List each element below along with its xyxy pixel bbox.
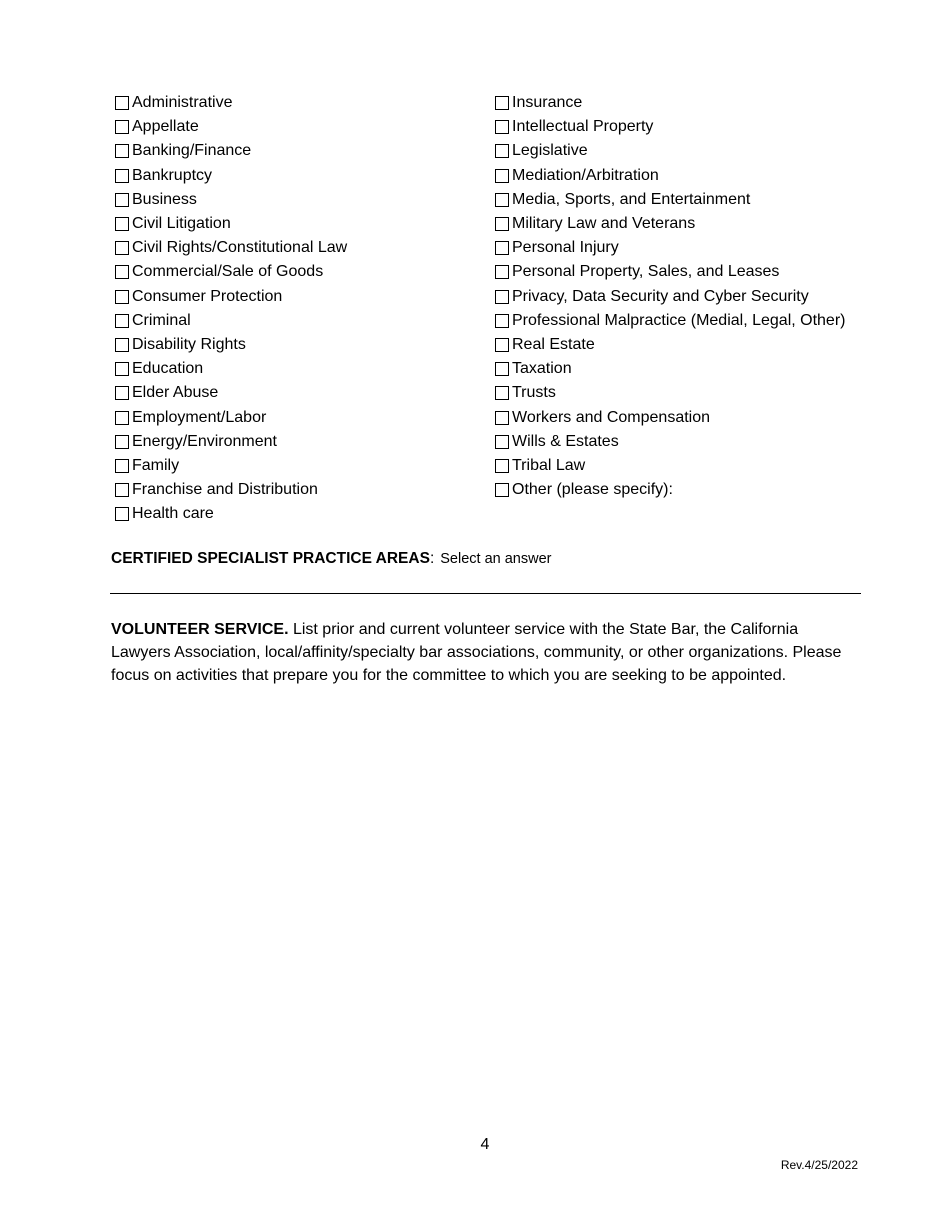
- practice-area-label: Legislative: [512, 142, 588, 160]
- checkbox-icon[interactable]: [495, 386, 509, 400]
- practice-area-franchise-and-distribution[interactable]: [114, 478, 474, 502]
- practice-area-label: Insurance: [512, 94, 583, 112]
- checkbox-icon[interactable]: [115, 362, 129, 376]
- checkbox-icon[interactable]: [115, 217, 129, 231]
- practice-area-workers-and-compensation[interactable]: [494, 405, 934, 429]
- practice-area-civil-litigation[interactable]: [114, 212, 474, 236]
- checkbox-icon[interactable]: [115, 459, 129, 473]
- checkbox-icon[interactable]: [495, 435, 509, 449]
- practice-area-wills-estates[interactable]: [494, 430, 934, 454]
- checkbox-icon[interactable]: [115, 338, 129, 352]
- practice-area-banking-finance[interactable]: [114, 139, 474, 163]
- practice-area-label: Commercial/Sale of Goods: [132, 263, 324, 281]
- checkbox-icon[interactable]: [115, 241, 129, 255]
- practice-area-bankruptcy[interactable]: [114, 164, 474, 188]
- practice-area-tribal-law[interactable]: [494, 454, 934, 478]
- checkbox-icon[interactable]: [495, 120, 509, 134]
- practice-area-professional-malpractice-medial-legal-other[interactable]: [494, 309, 934, 333]
- practice-area-real-estate[interactable]: [494, 333, 934, 357]
- checkbox-icon[interactable]: [115, 507, 129, 521]
- practice-area-label: Taxation: [512, 360, 572, 378]
- practice-area-commercial-sale-of-goods[interactable]: [114, 260, 474, 284]
- practice-area-label: Personal Injury: [512, 239, 619, 257]
- practice-area-label: Health care: [132, 505, 214, 523]
- practice-area-insurance[interactable]: [494, 91, 934, 115]
- practice-area-label: Banking/Finance: [132, 142, 252, 160]
- practice-area-label: Other (please specify):: [512, 481, 673, 499]
- checkbox-icon[interactable]: [115, 290, 129, 304]
- checkbox-icon[interactable]: [115, 411, 129, 425]
- practice-area-taxation[interactable]: [494, 357, 934, 381]
- practice-area-label: Disability Rights: [132, 335, 246, 353]
- checkbox-icon[interactable]: [495, 265, 509, 279]
- practice-area-label: Criminal: [132, 311, 191, 329]
- checkbox-icon[interactable]: [495, 483, 509, 497]
- practice-area-label: Business: [132, 190, 197, 208]
- practice-area-administrative[interactable]: [114, 91, 474, 115]
- practice-area-label: Mediation/Arbitration: [512, 166, 659, 184]
- practice-area-label: Military Law and Veterans: [512, 215, 696, 233]
- practice-area-consumer-protection[interactable]: [114, 285, 474, 309]
- checkbox-icon[interactable]: [495, 96, 509, 110]
- practice-area-military-law-and-veterans[interactable]: [494, 212, 934, 236]
- practice-area-label: Administrative: [132, 94, 233, 112]
- practice-area-other-please-specify[interactable]: [494, 478, 934, 502]
- practice-area-personal-injury[interactable]: [494, 236, 934, 260]
- practice-area-mediation-arbitration[interactable]: [494, 164, 934, 188]
- practice-area-appellate[interactable]: [114, 115, 474, 139]
- section-divider: [110, 593, 861, 594]
- checkbox-icon[interactable]: [115, 96, 129, 110]
- practice-area-label: Consumer Protection: [132, 287, 283, 305]
- volunteer-service-text: List prior and current volunteer service with the State Bar, the California Lawyers Association, local/affinity/specialty bar associations, community, or other organizations. Please focus on activities that prepare you for the committee to which you are seeking to be appointed.: [111, 621, 842, 684]
- practice-area-label: Personal Property, Sales, and Leases: [512, 263, 780, 281]
- practice-area-health-care[interactable]: [114, 502, 474, 526]
- practice-area-label: Privacy, Data Security and Cyber Security: [512, 287, 809, 305]
- practice-area-trusts[interactable]: [494, 381, 934, 405]
- practice-area-label: Civil Rights/Constitutional Law: [132, 239, 348, 257]
- practice-area-label: Trusts: [512, 384, 556, 402]
- checkbox-icon[interactable]: [115, 193, 129, 207]
- checkbox-icon[interactable]: [495, 241, 509, 255]
- checkbox-icon[interactable]: [495, 338, 509, 352]
- practice-area-criminal[interactable]: [114, 309, 474, 333]
- checkbox-icon[interactable]: [495, 217, 509, 231]
- practice-area-label: Professional Malpractice (Medial, Legal, Other): [512, 311, 846, 329]
- checkbox-icon[interactable]: [115, 169, 129, 183]
- practice-areas-right-column: [494, 91, 934, 502]
- certified-specialist-label: CERTIFIED SPECIALIST PRACTICE AREAS: [111, 550, 430, 567]
- checkbox-icon[interactable]: [495, 362, 509, 376]
- practice-area-elder-abuse[interactable]: [114, 381, 474, 405]
- practice-area-label: Wills & Estates: [512, 432, 619, 450]
- practice-area-label: Workers and Compensation: [512, 408, 711, 426]
- checkbox-icon[interactable]: [115, 435, 129, 449]
- practice-area-label: Franchise and Distribution: [132, 481, 318, 499]
- checkbox-icon[interactable]: [495, 290, 509, 304]
- practice-area-employment-labor[interactable]: [114, 405, 474, 429]
- practice-area-label: Employment/Labor: [132, 408, 267, 426]
- practice-area-privacy-data-security-and-cyber-security[interactable]: [494, 285, 934, 309]
- practice-area-label: Bankruptcy: [132, 166, 213, 184]
- checkbox-icon[interactable]: [115, 386, 129, 400]
- checkbox-icon[interactable]: [115, 314, 129, 328]
- revision-date: Rev.4/25/2022: [780, 1158, 858, 1172]
- checkbox-icon[interactable]: [495, 193, 509, 207]
- practice-area-label: Energy/Environment: [132, 432, 277, 450]
- practice-area-energy-environment[interactable]: [114, 430, 474, 454]
- practice-area-civil-rights-constitutional-law[interactable]: [114, 236, 474, 260]
- practice-area-label: Tribal Law: [512, 456, 586, 474]
- checkbox-icon[interactable]: [495, 314, 509, 328]
- certified-specialist-row: [111, 550, 551, 568]
- checkbox-icon[interactable]: [115, 144, 129, 158]
- checkbox-icon[interactable]: [115, 483, 129, 497]
- volunteer-service-paragraph: [111, 618, 856, 687]
- practice-area-family[interactable]: [114, 454, 474, 478]
- volunteer-service-heading: VOLUNTEER SERVICE.: [111, 621, 289, 638]
- page-number: 4: [480, 1136, 490, 1153]
- practice-area-label: Family: [132, 456, 180, 474]
- practice-area-education[interactable]: [114, 357, 474, 381]
- practice-area-personal-property-sales-and-leases[interactable]: [494, 260, 934, 284]
- practice-area-label: Intellectual Property: [512, 118, 654, 136]
- certified-specialist-colon: :: [429, 550, 435, 567]
- certified-specialist-select[interactable]: Select an answer: [440, 551, 552, 567]
- practice-area-label: Media, Sports, and Entertainment: [512, 190, 751, 208]
- checkbox-icon[interactable]: [115, 265, 129, 279]
- practice-area-business[interactable]: [114, 188, 474, 212]
- practice-area-legislative[interactable]: [494, 139, 934, 163]
- practice-area-media-sports-and-entertainment[interactable]: [494, 188, 934, 212]
- practice-area-label: Elder Abuse: [132, 384, 219, 402]
- checkbox-icon[interactable]: [495, 459, 509, 473]
- practice-area-label: Education: [132, 360, 204, 378]
- practice-area-label: Civil Litigation: [132, 215, 231, 233]
- practice-area-disability-rights[interactable]: [114, 333, 474, 357]
- practice-areas-left-column: [114, 91, 474, 526]
- practice-area-label: Appellate: [132, 118, 199, 136]
- checkbox-icon[interactable]: [495, 411, 509, 425]
- checkbox-icon[interactable]: [495, 169, 509, 183]
- practice-area-intellectual-property[interactable]: [494, 115, 934, 139]
- checkbox-icon[interactable]: [115, 120, 129, 134]
- practice-area-label: Real Estate: [512, 335, 595, 353]
- checkbox-icon[interactable]: [495, 144, 509, 158]
